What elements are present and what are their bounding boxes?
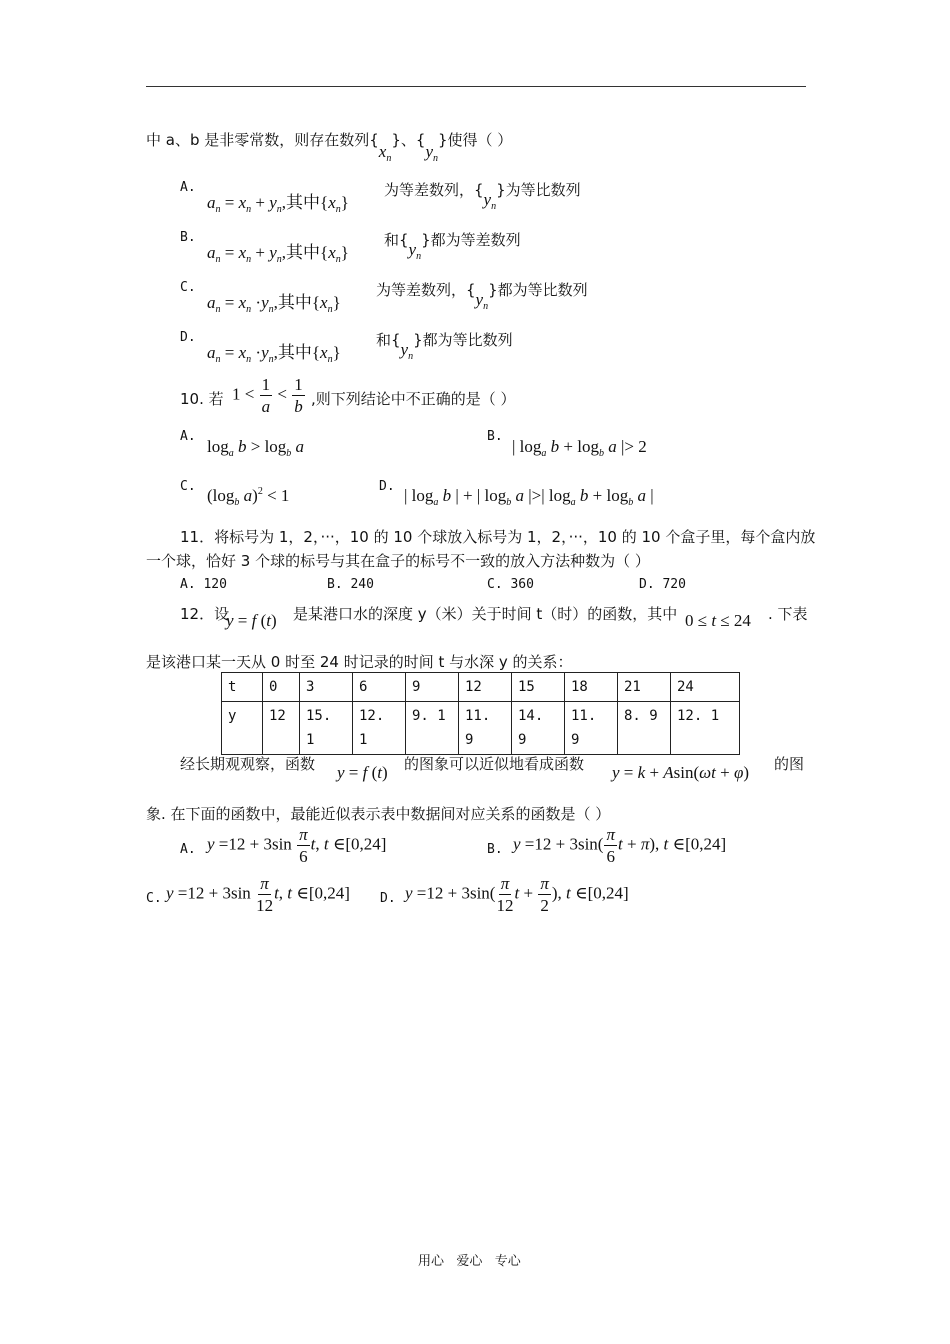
q10-b-formula: | $\log_a b + \log_b a$ |> 2 [512,437,647,459]
q10-b-label: B. [487,429,503,444]
q11-option-d: D. 720 [639,577,686,592]
q9-c-formula: $a_n = x_n \cdot y_n$,其中$\{x_n\}$ [207,293,341,315]
intro-text-2: }、{ [391,131,426,149]
q12-obs-b: 的图象可以近似地看成函数 [404,755,585,773]
table-cell: 12. 1 [353,702,406,755]
q12-c-formula: y =12 + 3sin $\frac{\pi}{12}$ t, t ∈[0,24] [166,874,350,915]
table-cell: 15. 1 [300,702,353,755]
q9-d-label: D. [180,330,196,345]
q12-b-formula: y =12 + 3sin( $\frac{\pi}{6}$ t + π), t ∈[0,24] [513,825,727,866]
q9-c-tail: 为等差数列，$\{y_n\}$都为等比数列 [376,281,588,312]
page-footer: 用心 爱心 专心 [418,1254,521,1269]
q10-condition: 1 < $\frac{1}{a}$ < $\frac{1}{b}$ [232,375,303,416]
q10-a-label: A. [180,429,196,444]
q12-d-formula: y =12 + 3sin( $\frac{\pi}{12}$ t + $\frac{\pi}{2}$ ), t ∈[0,24] [405,874,629,915]
q12-a-formula: y =12 + 3sin $\frac{\pi}{6}$ t, t ∈[0,24] [207,825,387,866]
q12-obs-function: y = f (t) [337,763,388,782]
q11-option-b: B. 240 [327,577,374,592]
table-cell: 6 [353,673,406,702]
table-cell: 12 [459,673,512,702]
q11-line1: 11．将标号为 1，2，···，10 的 10 个球放入标号为 1，2，···，10 的 10 个盒子里，每个盒内放 [180,528,816,546]
intro-text-3: }使得（ ） [437,131,513,149]
q10-question: ,则下列结论中不正确的是（ ） [311,390,516,408]
table-cell: y [222,702,263,755]
table-cell: 12. 1 [671,702,740,755]
q9-intro: 中 a、b 是非零常数，则存在数列$\{x_n\}$、$\{y_n\}$使得（ ） [146,131,513,164]
q10-a-formula: $\log_a b > \log_b a$ [207,437,305,459]
table-cell: 21 [618,673,671,702]
table-row [222,673,740,702]
table-cell: 15 [512,673,565,702]
table-cell: 12 [263,702,300,755]
q9-a-tail: 为等差数列，$\{y_n\}$为等比数列 [384,181,581,212]
q12-b-label: B. [487,842,503,857]
data-table [221,672,740,755]
q9-b-label: B. [180,230,196,245]
q12-obs-c: 的图 [774,755,805,773]
q11-option-a: A. 120 [180,577,227,592]
q9-a-label: A. [180,180,196,195]
table-cell: 8. 9 [618,702,671,755]
q10-d-label: D. [379,479,395,494]
table-cell: 11. 9 [459,702,512,755]
q9-b-formula: $a_n = x_n + y_n$,其中$\{x_n\}$ [207,243,349,265]
table-cell: 9 [406,673,459,702]
q12-model: y = k + Asin(ωt + φ) [612,763,750,782]
q12-a-label: A. [180,842,196,857]
q9-c-label: C. [180,280,196,295]
table-cell: t [222,673,263,702]
table-cell: 24 [671,673,740,702]
q10-c-formula: ($\log_b$ a)$^2$ < 1 [207,486,290,508]
q12-obs-a: 经长期观观察，函数 [180,755,316,773]
intro-text-1: 中 a、b 是非零常数，则存在数列{ [146,131,379,149]
q9-a-formula: $a_n = x_n + y_n$,其中$\{x_n\}$ [207,193,349,215]
q12-d-label: D. [380,891,396,906]
q12-c-label: C. [146,891,162,906]
q9-d-formula: $a_n = x_n \cdot y_n$,其中$\{x_n\}$ [207,343,341,365]
table-cell: 0 [263,673,300,702]
table-cell: 14. 9 [512,702,565,755]
q12-domain: 0 ≤ t ≤ 24 [685,611,751,630]
table-row [222,702,740,755]
q11-option-c: C. 360 [487,577,534,592]
q10-number: 10. 若 [180,390,224,408]
q12-mid: 是某港口水的深度 y（米）关于时间 t（时）的函数，其中 [293,605,678,623]
q10-c-label: C. [180,479,196,494]
q9-d-tail: 和$\{y_n\}$都为等比数列 [376,331,513,362]
q11-line2: 一个球，恰好 3 个球的标号与其在盒子的标号不一致的放入方法种数为（ ） [146,552,650,570]
q12-line4: 象. 在下面的函数中，最能近似表示表中数据间对应关系的函数是（ ） [146,805,611,823]
q12-post: . 下表 [768,605,808,623]
table-cell: 3 [300,673,353,702]
table-cell: 11. 9 [565,702,618,755]
header-rule [146,86,806,87]
table-cell: 9. 1 [406,702,459,755]
q12-pre: 12．设 [180,605,230,623]
table-cell: 18 [565,673,618,702]
q12-function: y = f (t) [226,611,277,630]
q9-b-tail: 和$\{y_n\}$都为等差数列 [384,231,521,262]
q10-d-formula: | $\log_a b$ | + | $\log_b a$ |>| $\log_a b + \log_b a$ | [404,486,654,508]
q12-line2: 是该港口某一天从 0 时至 24 时记录的时间 t 与水深 y 的关系： [146,653,573,671]
